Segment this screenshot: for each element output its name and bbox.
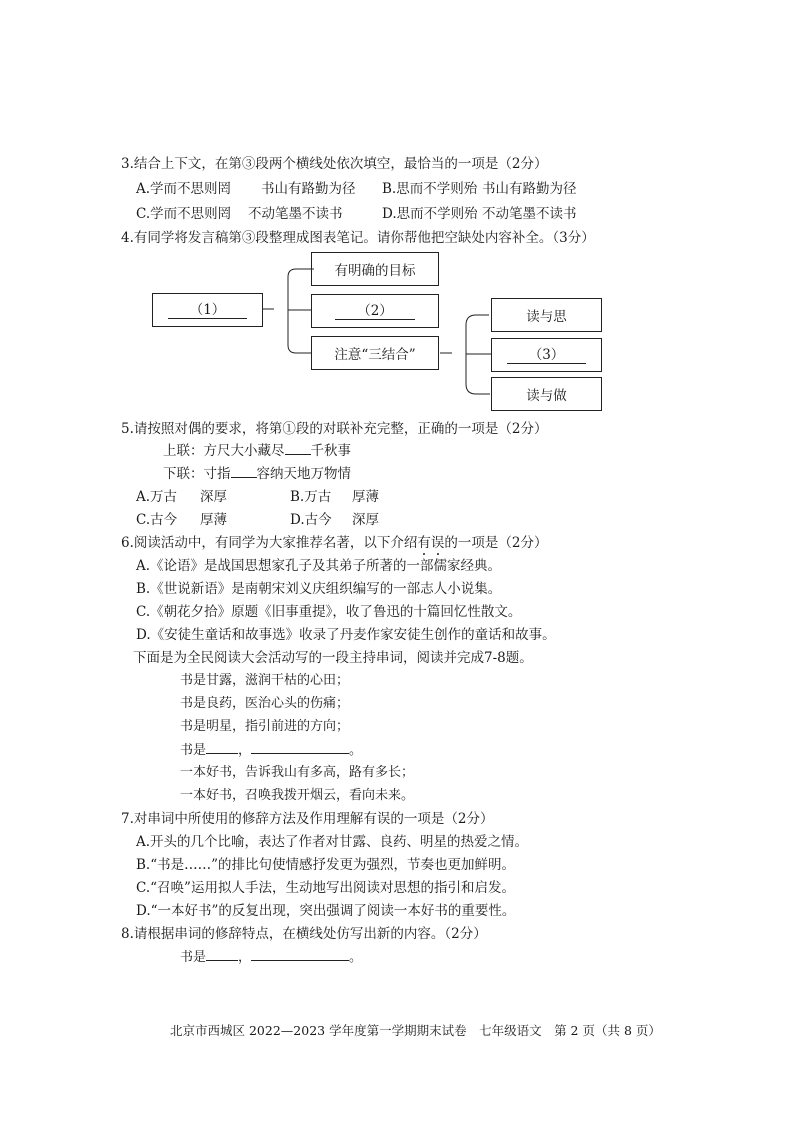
question-6-option-a: A.《论语》是战国思想家孔子及其弟子所著的一部儒家经典。 (136, 558, 502, 574)
passage-line-2: 书是良药，医治心头的伤痛； (180, 696, 350, 711)
diagram-branch-blank: （2） (335, 303, 415, 320)
question-7-stem: 7.对串词中所使用的修辞方法及作用理解有误的一项是（2分） (121, 811, 494, 827)
question-3-option-b: B.思而不学则殆 书山有路勤为径 (382, 181, 577, 197)
passage-intro: 下面是为全民阅读大会活动写的一段主持串词，阅读并完成7-8题。 (133, 650, 533, 666)
diagram-sub-blank: （3） (507, 347, 587, 364)
question-5-option-d: D.古今 深厚 (290, 512, 379, 528)
couplet-lower-blank (231, 465, 257, 478)
answer-blank-1 (206, 948, 238, 961)
couplet-upper: 上联：方尺大小藏尽 千秋事 (163, 443, 351, 459)
passage-line-1: 书是甘露，滋润干枯的心田； (180, 673, 350, 688)
diagram-sub-read-do: 读与做 (491, 377, 602, 411)
passage-blank-line: 书是 ， 。 (180, 743, 363, 758)
diagram-root-box (152, 293, 263, 327)
question-5-option-a: A.万古 深厚 (136, 489, 227, 505)
diagram-branch-blank-box (311, 294, 439, 328)
question-7-option-c: C.“召唤”运用拟人手法，生动地写出阅读对思想的指引和启发。 (136, 880, 515, 896)
page-footer: 北京市西城区 2022—2023 学年度第一学期期末试卷 七年级语文 第 2 页（共 8 页） (170, 1023, 661, 1038)
question-7-option-d: D.“一本好书”的反复出现，突出强调了阅读一本好书的重要性。 (136, 903, 516, 919)
emphasis-char-1: 有 (417, 535, 431, 551)
couplet-upper-blank (285, 442, 311, 455)
couplet-lower: 下联：寸指 容纳天地万物情 (163, 466, 351, 482)
question-6-option-b: B.《世说新语》是南朝宋刘义庆组织编写的一部志人小说集。 (136, 581, 502, 597)
question-3-option-a: A.学而不思则罔 书山有路勤为径 (136, 181, 356, 197)
passage-line-3: 书是明星，指引前进的方向； (180, 719, 350, 734)
question-3-option-c: C.学而不思则罔 不动笔墨不读书 (136, 206, 343, 222)
question-3-option-d: D.思而不学则殆 不动笔墨不读书 (382, 206, 577, 222)
question-4-stem: 4.有同学将发言稿第③段整理成图表笔记。请你帮他把空缺处内容补全。（3分） (121, 230, 595, 246)
question-7-option-b: B.“书是……”的排比句使情感抒发更为强烈，节奏也更加鲜明。 (136, 857, 516, 873)
diagram-sub-read-think: 读与思 (491, 298, 602, 332)
question-3-stem: 3.结合上下文，在第③段两个横线处依次填空，最恰当的一项是（2分） (121, 156, 548, 172)
question-5-option-b: B.万古 厚薄 (290, 489, 379, 505)
question-6-option-d: D.《安徒生童话和故事选》收录了丹麦作家安徒生创作的童话和故事。 (136, 627, 556, 643)
question-5-stem: 5.请按照对偶的要求，将第①段的对联补充完整，正确的一项是（2分） (121, 421, 548, 437)
diagram-branch-goal: 有明确的目标 (311, 252, 439, 286)
diagram-branch-three-combine: 注意“三结合” (311, 336, 439, 370)
passage-blank-1 (206, 741, 238, 754)
passage-blank-2 (251, 741, 349, 754)
answer-blank-2 (251, 948, 349, 961)
question-8-answer-line: 书是 ， 。 (180, 950, 363, 965)
diagram-root-blank: （1） (168, 302, 248, 319)
question-8-stem: 8.请根据串词的修辞特点，在横线处仿写出新的内容。（2分） (121, 926, 487, 942)
question-7-option-a: A.开头的几个比喻，表达了作者对甘露、良药、明星的热爱之情。 (136, 834, 529, 850)
question-6-stem: 6.阅读活动中，有同学为大家推荐名著，以下介绍有误的一项是（2分） (121, 535, 548, 551)
passage-line-5: 一本好书，召唤我拨开烟云，看向未来。 (180, 788, 415, 803)
emphasis-char-2: 误 (430, 535, 445, 551)
diagram-sub-blank-box (491, 338, 602, 372)
passage-line-4: 一本好书，告诉我山有多高，路有多长； (180, 765, 415, 780)
question-6-option-c: C.《朝花夕拾》原题《旧事重提》，收了鲁迅的十篇回忆性散文。 (136, 604, 522, 620)
question-5-option-c: C.古今 厚薄 (136, 512, 227, 528)
